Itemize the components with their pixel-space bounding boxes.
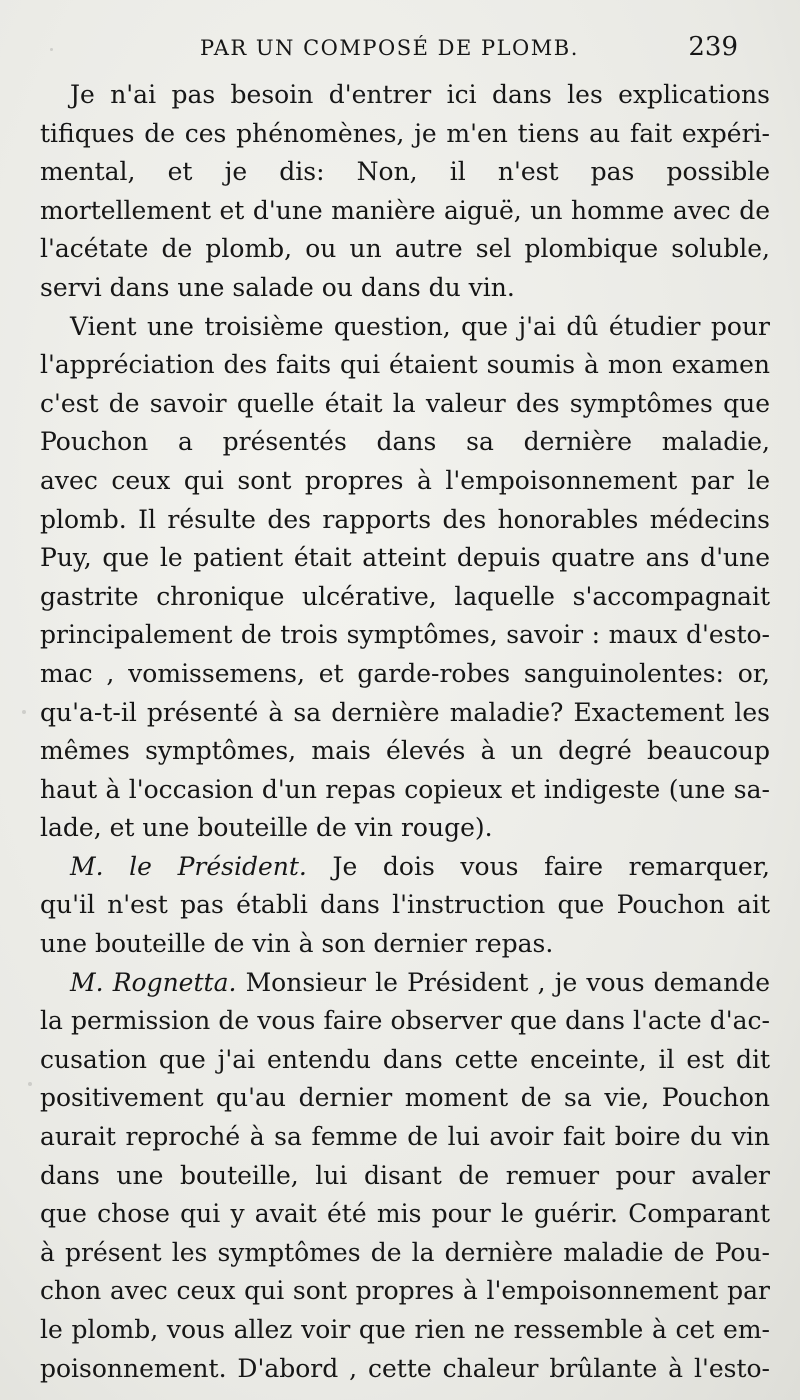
text-line [40,578,770,617]
text-line [40,655,770,694]
print-speck [22,710,26,714]
text-line [40,886,770,925]
text-line [40,462,770,501]
line-text: cusation que j'ai entendu dans cette enceinte, il est dit [40,1044,770,1074]
text-line [40,616,770,655]
text-line [40,1041,770,1080]
line-text: gastrite chronique ulcérative, laquelle s'accompagnait [40,581,770,611]
text-line [40,153,770,192]
text-line [40,1234,770,1273]
line-text: avec ceux qui sont propres à l'empoisonnement par le [40,465,770,495]
text-line [40,423,770,462]
text-line [40,1079,770,1118]
print-speck [50,48,53,51]
text-line [40,771,770,810]
text-line [40,964,770,1003]
line-text: à présent les symptômes de la dernière maladie de Pou- [40,1237,770,1267]
line-text: lade, et une bouteille de vin rouge). [40,813,493,843]
line-text: une bouteille de vin à son dernier repas. [40,929,554,959]
running-title: PAR UN COMPOSÉ DE PLOMB. [200,36,579,60]
text-line [40,346,770,385]
line-text: aurait reproché à sa femme de lui avoir fait boire du vin [40,1122,770,1152]
line-text: mac , vomissemens, et garde-robes sanguinolentes: or, [40,658,770,688]
line-text: chon avec ceux qui sont propres à l'empoisonnement par [40,1276,770,1306]
text-line [40,1350,770,1389]
text-line [40,1002,770,1041]
line-text: l'appréciation des faits qui étaient soumis à mon examen [40,350,770,380]
text-line [40,694,770,733]
text-line [40,1157,770,1196]
line-text: que chose qui y avait été mis pour le guérir. Comparant [40,1199,770,1229]
line-text: qu'a-t-il présenté à sa dernière maladie? Exactement les [40,697,770,727]
text-line [40,925,770,964]
text-line [40,848,770,887]
line-text: mortellement et d'une manière aiguë, un homme avec de [40,195,770,225]
text-line [40,1311,770,1350]
line-text: dans une bouteille, lui disant de remuer pour avaler [40,1160,770,1190]
text-line [40,809,770,848]
text-line [40,192,770,231]
line-text: haut à l'occasion d'un repas copieux et indigeste (une sa- [40,774,770,804]
line-text: principalement de trois symptômes, savoir : maux d'esto- [40,620,770,650]
line-text: mental, et je dis: Non, il n'est pas possible [40,157,770,187]
text-line [40,115,770,154]
text-line [40,1195,770,1234]
print-speck [28,1082,32,1086]
line-text: tifiques de ces phénomènes, je m'en tiens au fait expéri- [40,118,770,148]
text-line [40,230,770,269]
line-text: positivement qu'au dernier moment de sa vie, Pouchon [40,1083,770,1113]
line-text: Puy, que le patient était atteint depuis quatre ans d'une [40,543,770,573]
text-line [40,732,770,771]
line-text: le plomb, vous allez voir que rien ne ressemble à cet em- [40,1315,770,1344]
line-text: c'est de savoir quelle était la valeur des symptômes que [40,388,770,418]
text-line [40,539,770,578]
line-text: la permission de vous faire observer que dans l'acte d'ac- [40,1006,770,1036]
text-line [40,76,770,115]
page-number: 239 [688,32,738,62]
line-text: plomb. Il résulte des rapports des honorables médecins [40,504,770,534]
text-line [40,308,770,347]
body-text [40,76,770,1388]
text-line [40,385,770,424]
speaker-name: M. le Président. [70,851,307,881]
line-text: Monsieur le Président , je vous demande [236,967,770,997]
page-header [40,32,740,72]
line-text: servi dans une salade ou dans du vin. [40,272,515,302]
line-text: l'acétate de plomb, ou un autre sel plombique soluble, [40,234,770,264]
line-text: Pouchon a présentés dans sa dernière maladie, [40,427,770,457]
text-line [40,269,770,308]
line-text: Vient une troisième question, que j'ai dû étudier pour [70,311,770,341]
line-text: qu'il n'est pas établi dans l'instruction que Pouchon ait [40,890,770,920]
text-line [40,1272,770,1311]
text-line [40,501,770,540]
speaker-name: M. Rognetta. [70,967,237,997]
line-text: Je n'ai pas besoin d'entrer ici dans les explications [70,80,770,109]
line-text: poisonnement. D'abord , cette chaleur brûlante à l'esto- [40,1353,770,1383]
text-line [40,1118,770,1157]
line-text: mêmes symptômes, mais élevés à un degré beaucoup [40,736,770,766]
line-text: Je dois vous faire remarquer, [332,851,770,881]
